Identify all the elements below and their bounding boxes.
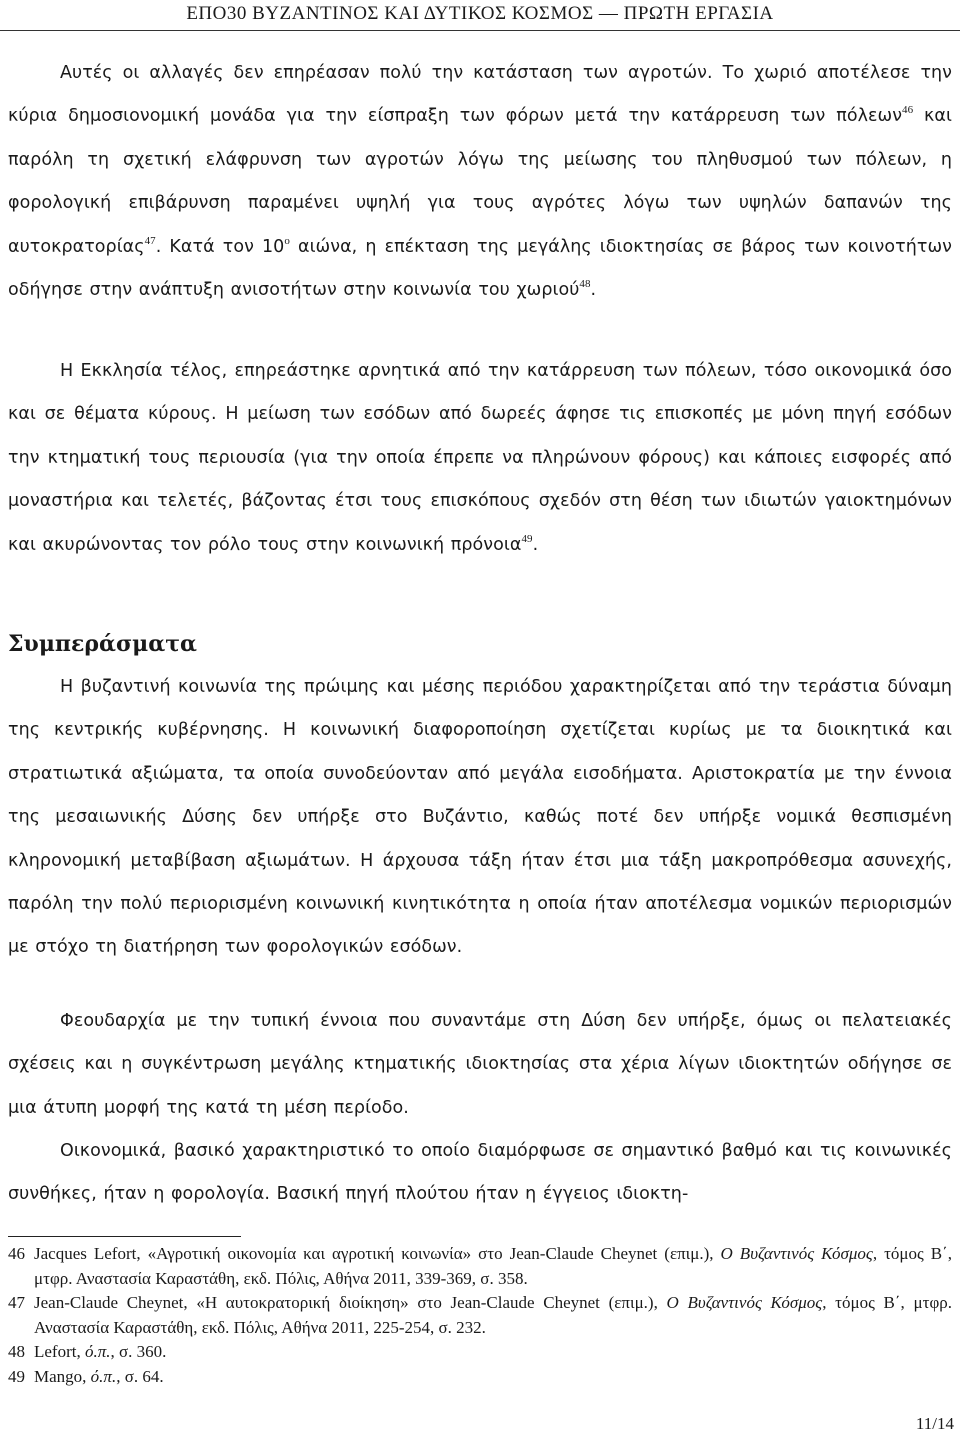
footnote-text bbox=[34, 1365, 952, 1390]
body-paragraph-1 bbox=[8, 52, 952, 312]
footnote-citation: Mango, bbox=[34, 1366, 91, 1386]
footnote-separator bbox=[8, 1236, 241, 1237]
footnote-text bbox=[34, 1340, 952, 1365]
footnote-title: ό.π. bbox=[90, 1366, 117, 1386]
footnote-citation: , σ. 64. bbox=[116, 1366, 164, 1386]
footnote-citation: , σ. 360. bbox=[110, 1342, 167, 1362]
body-paragraph-3: Η βυζαντινή κοινωνία της πρώιμης και μέσης περιόδου χαρακτηρίζεται από την τεράστια δύναμη της κεντρικής κυβέρνησης. Η κοινωνική διαφοροποίηση σχετίζεται κυρίως με τα διοικητικά και στρατιωτικά αξιώματα, τα οποία συνοδεύονταν από μεγάλα εισοδήματα. Αριστοκρατία με την έννοια της μεσαιωνικής Δύσης δεν υπήρξε στο Βυζάντιο, καθώς ποτέ δεν υπήρξε νομικά θεσπισμένη κληρονομική μεταβίβαση αξιωμάτων. Η άρχουσα τάξη ήταν έτσι μια τάξη μακροπρόθεσμα ασυνεχής, παρόλη την πολύ περιορισμένη κοινωνική κινητικότητα η οποία ήταν αποτέλεσμα νομικών περιορισμών με στόχο τη διατήρηση των φορολογικών εσόδων. bbox=[8, 677, 952, 958]
footnote-citation: , τόμος Β΄, μτφρ. Αναστασία Καραστάθη, εκδ. Πόλις, Αθήνα 2011, 339-369, σ. 358. bbox=[34, 1244, 952, 1288]
para-text: Αυτές οι αλλαγές δεν επηρέασαν πολύ την κατάσταση των αγροτών. Το χωριό αποτέλεσε την κύρια δημοσιονομική μονάδα για την είσπραξη των φόρων μετά την κατάρρευση των πόλεων bbox=[8, 63, 952, 127]
footnote-citation: Jean-Claude Cheynet, «Η αυτοκρατορική διοίκηση» στο Jean-Claude Cheynet (επιμ.), bbox=[34, 1293, 667, 1313]
para-text: Η Εκκλησία τέλος, επηρεάστηκε αρνητικά από την κατάρρευση των πόλεων, τόσο οικονομικά όσο και σε θέματα κύρους. Η μείωση των εσόδων από δωρεές άφησε τις επισκοπές με μόνη πηγή εσόδων την κτηματική τους περιουσία (για την οποία έπρεπε να πληρώνουν φόρους) και κάποιες εισφορές από μοναστήρια και τελετές, βάζοντας έτσι τους επισκόπους σχεδόν στη θέση των ιδιωτών γαιοκτημόνων και ακυρώνοντας τον ρόλο τους στην κοινωνική πρόνοια bbox=[8, 361, 952, 555]
body-paragraph-5: Οικονομικά, βασικό χαρακτηριστικό το οποίο διαμόρφωσε σε σημαντικό βαθμό και τις κοινωνικές συνθήκες, ήταν η φορολογία. Βασική πηγή πλούτου ήταν η έγγειος ιδιοκτη- bbox=[8, 1141, 952, 1205]
footnote-number: 46 bbox=[8, 1244, 25, 1263]
footnote-49 bbox=[8, 1365, 952, 1390]
footnote-citation: , τόμος Β΄, μτφρ. Αναστασία Καραστάθη, εκδ. Πόλις, Αθήνα 2011, 225-254, σ. 232. bbox=[34, 1293, 952, 1337]
para-text: . Κατά τον 10 bbox=[155, 236, 285, 257]
footnote-ref-49[interactable]: 49 bbox=[521, 532, 533, 545]
section-heading: Συμπεράσματα bbox=[8, 631, 197, 657]
footnotes bbox=[8, 1242, 952, 1390]
para-text: αιώνα, η επέκταση της μεγάλης ιδιοκτησίας σε βάρος των κοινοτήτων οδήγησε στην ανάπτυξη ανισοτήτων στην κοινωνία του χωριού bbox=[8, 236, 952, 301]
body-paragraph-4: Φεουδαρχία με την τυπική έννοια που συναντάμε στη Δύση δεν υπήρξε, όμως οι πελατειακές σχέσεις και η συγκέντρωση μεγάλης κτηματικής ιδιοκτησίας στα χέρια λίγων ιδιοκτητών οδήγησε σε μια άτυπη μορφή της κατά τη μέση περίοδο. bbox=[8, 1011, 952, 1118]
footnote-ref-46[interactable]: 46 bbox=[902, 104, 914, 117]
footnote-title: ό.π. bbox=[84, 1342, 111, 1362]
footnote-47 bbox=[8, 1291, 952, 1340]
footnote-ref-47[interactable]: 47 bbox=[144, 234, 156, 247]
footnote-text bbox=[34, 1291, 952, 1340]
footnote-ref-48[interactable]: 48 bbox=[579, 278, 591, 291]
para-text: και παρόλη τη σχετική ελάφρυνση των αγροτών λόγω της μείωσης του πληθυσμού των πόλεων, η φορολογική επιβάρυνση παραμένει υψηλή για τους αγρότες λόγω των υψηλών δαπανών της αυτοκρατορίας bbox=[8, 106, 952, 257]
running-header: ΕΠΟ30 ΒΥΖΑΝΤΙΝΟΣ ΚΑΙ ΔΥΤΙΚΟΣ ΚΟΣΜΟΣ — ΠΡΩΤΗ ΕΡΓΑΣΙΑ bbox=[186, 3, 774, 24]
footnote-48 bbox=[8, 1340, 952, 1365]
footnote-number: 49 bbox=[8, 1366, 25, 1386]
footnote-title: Ο Βυζαντινός Κόσμος bbox=[720, 1244, 873, 1263]
footnote-citation: Jacques Lefort, «Αγροτική οικονομία και αγροτική κοινωνία» στο Jean-Claude Cheynet (επιμ.), bbox=[34, 1244, 721, 1263]
footnote-number: 48 bbox=[8, 1342, 25, 1362]
footnote-46 bbox=[8, 1242, 952, 1291]
para-text: . bbox=[590, 280, 597, 301]
footnote-number: 47 bbox=[8, 1293, 25, 1313]
page-number: 11/14 bbox=[915, 1414, 954, 1433]
header-rule bbox=[0, 30, 960, 31]
para-text: . bbox=[532, 534, 539, 555]
footnote-title: Ο Βυζαντινός Κόσμος bbox=[666, 1293, 823, 1313]
footnote-citation: Lefort, bbox=[34, 1342, 85, 1362]
ordinal-superscript: ο bbox=[284, 234, 290, 247]
footnote-text bbox=[34, 1242, 952, 1291]
body-paragraph-2 bbox=[8, 350, 952, 567]
